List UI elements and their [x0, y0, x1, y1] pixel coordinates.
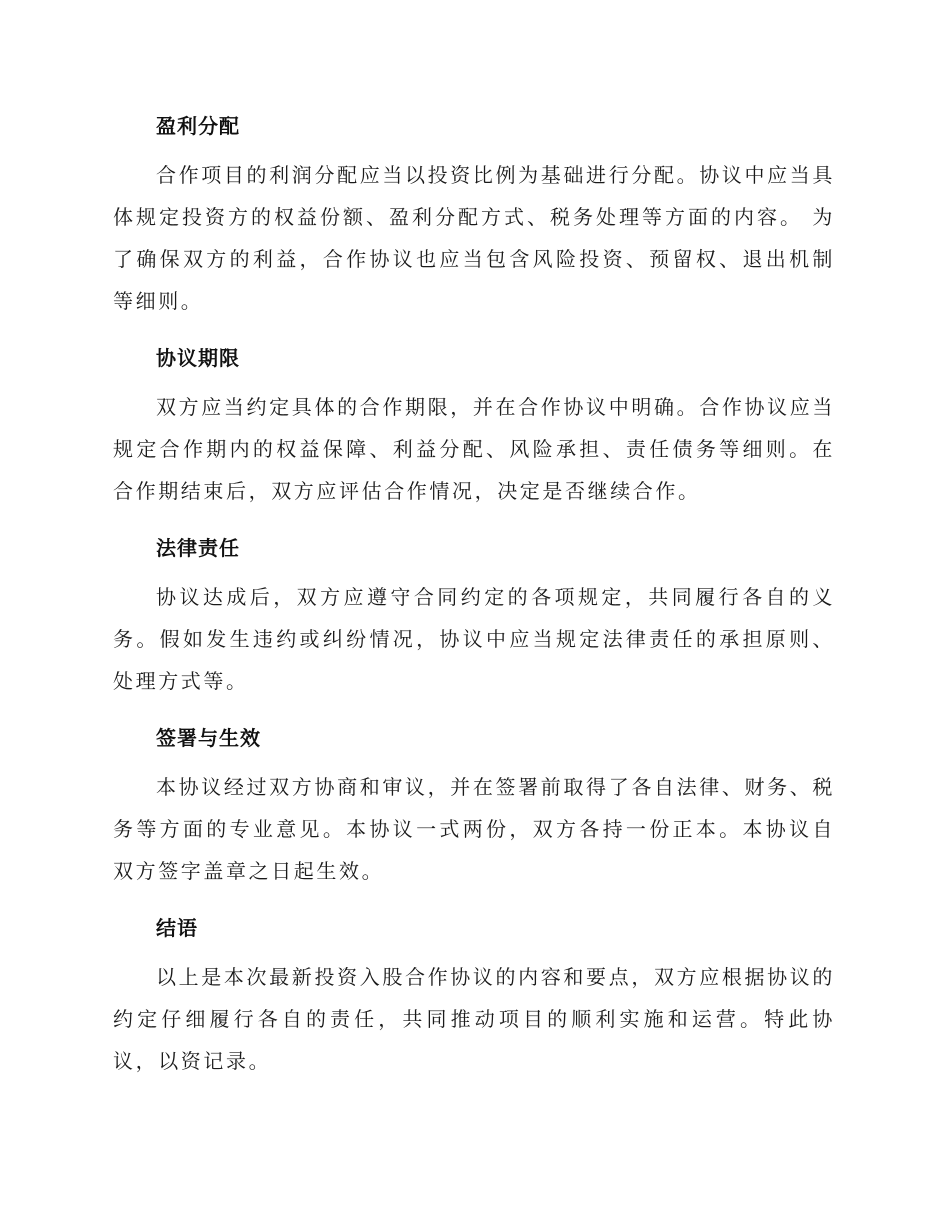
section-heading: 盈利分配 [156, 114, 240, 138]
section-paragraph: 合作项目的利润分配应当以投资比例为基础进行分配。协议中应当具体规定投资方的权益份额、盈利分配方式、税务处理等方面的内容。 为了确保双方的利益，合作协议也应当包含风险投资、预留权、退出机制等细则。 [113, 163, 835, 313]
document-body [113, 110, 835, 1102]
section-profit-distribution [113, 110, 835, 322]
section-paragraph: 以上是本次最新投资入股合作协议的内容和要点，双方应根据协议的约定仔细履行各自的责任，共同推动项目的顺利实施和运营。特此协议，以资记录。 [113, 965, 835, 1073]
section-heading: 签署与生效 [156, 726, 261, 750]
section-signing-effect [113, 722, 835, 892]
section-heading: 结语 [156, 916, 198, 940]
section-conclusion [113, 912, 835, 1082]
section-heading: 法律责任 [156, 536, 240, 560]
section-agreement-term [113, 342, 835, 512]
section-legal-liability [113, 532, 835, 702]
section-heading: 协议期限 [156, 346, 240, 370]
section-paragraph: 本协议经过双方协商和审议，并在签署前取得了各自法律、财务、税务等方面的专业意见。本协议一式两份，双方各持一份正本。本协议自双方签字盖章之日起生效。 [113, 775, 835, 883]
section-paragraph: 协议达成后，双方应遵守合同约定的各项规定，共同履行各自的义务。假如发生违约或纠纷情况，协议中应当规定法律责任的承担原则、处理方式等。 [113, 585, 835, 693]
section-paragraph: 双方应当约定具体的合作期限，并在合作协议中明确。合作协议应当规定合作期内的权益保障、利益分配、风险承担、责任债务等细则。在合作期结束后，双方应评估合作情况，决定是否继续合作。 [113, 395, 835, 503]
